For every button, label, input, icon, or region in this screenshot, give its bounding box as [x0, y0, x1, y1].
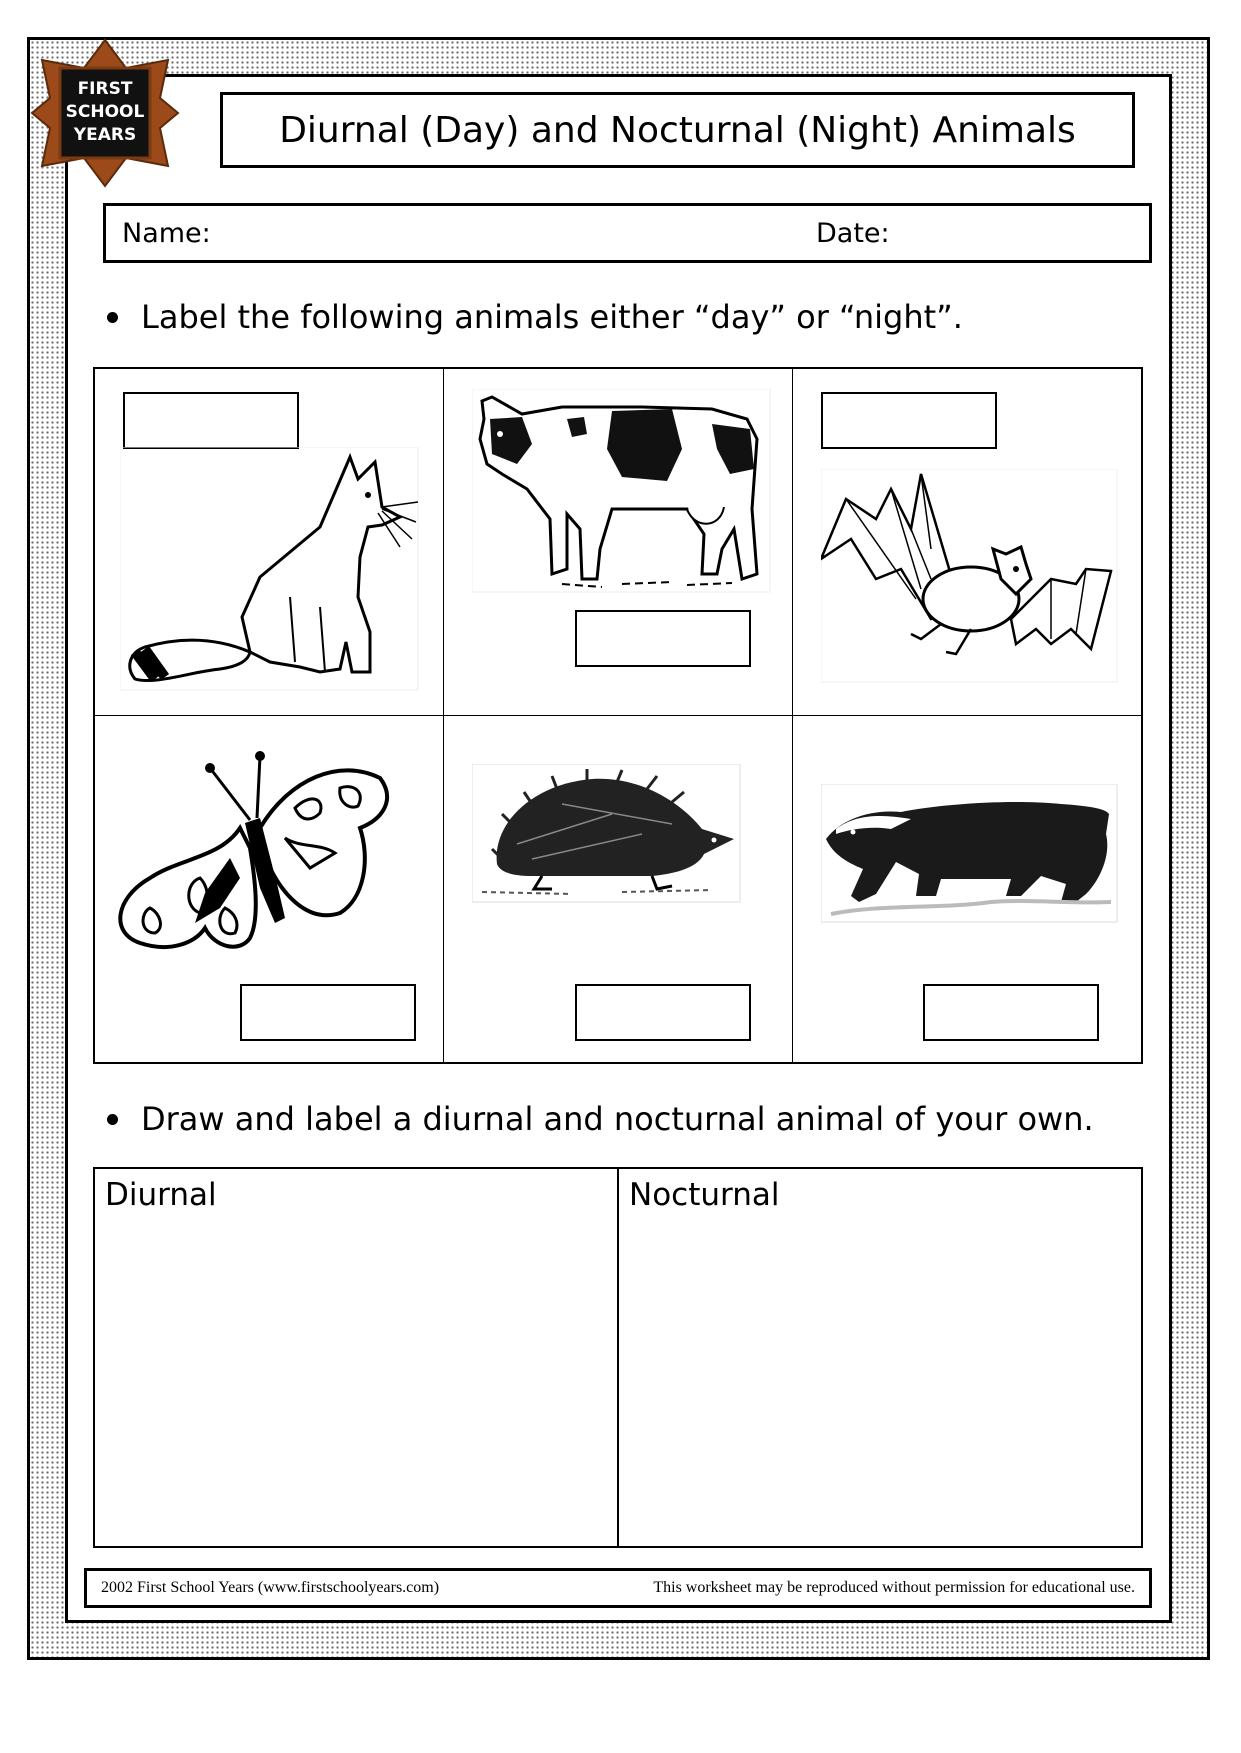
answer-box-fox[interactable]: [123, 392, 299, 449]
diurnal-drawing-area[interactable]: [95, 1169, 619, 1546]
bullet-icon: [107, 1114, 118, 1125]
butterfly-icon: [110, 748, 420, 958]
first-school-years-logo: [30, 38, 180, 188]
footer: [84, 1568, 1152, 1608]
footer-copyright: 2002 First School Years (www.firstschoolyears.com): [101, 1579, 440, 1596]
instruction-text: Draw and label a diurnal and nocturnal animal of your own.: [141, 1100, 1094, 1138]
date-label: Date:: [816, 218, 890, 249]
instruction-text: Label the following animals either “day” or “night”.: [141, 298, 963, 336]
answer-box-bat[interactable]: [821, 392, 997, 449]
animal-cell-hedgehog: [444, 716, 793, 1062]
logo-line-first: FIRST: [77, 79, 133, 99]
name-label: Name:: [122, 218, 211, 249]
title-box: [220, 92, 1135, 168]
bat-icon: [821, 469, 1119, 684]
bullet-icon: [107, 312, 118, 323]
animal-cell-bat: [793, 369, 1141, 716]
fox-icon: [120, 447, 420, 692]
instruction-label-animals: [105, 298, 963, 336]
cow-icon: [472, 389, 772, 594]
hedgehog-icon: [472, 764, 742, 904]
answer-box-cow[interactable]: [575, 610, 751, 667]
badger-icon: [821, 784, 1119, 924]
logo-line-school: SCHOOL: [65, 102, 145, 122]
logo-line-years: YEARS: [73, 125, 137, 145]
instruction-draw-animals: [105, 1100, 1094, 1138]
answer-box-hedgehog[interactable]: [575, 984, 751, 1041]
animal-cell-butterfly: [95, 716, 444, 1062]
animal-cell-badger: [793, 716, 1141, 1062]
nocturnal-drawing-area[interactable]: [619, 1169, 1141, 1546]
drawing-table: [93, 1167, 1143, 1548]
name-date-box: [103, 203, 1152, 263]
diurnal-heading: Diurnal: [105, 1177, 217, 1213]
nocturnal-heading: Nocturnal: [629, 1177, 780, 1213]
answer-box-badger[interactable]: [923, 984, 1099, 1041]
page-title: Diurnal (Day) and Nocturnal (Night) Animals: [279, 109, 1076, 151]
animal-grid: [93, 367, 1143, 1064]
footer-permission: This worksheet may be reproduced without permission for educational use.: [653, 1579, 1135, 1596]
animal-cell-fox: [95, 369, 444, 716]
animal-cell-cow: [444, 369, 793, 716]
answer-box-butterfly[interactable]: [240, 984, 416, 1041]
